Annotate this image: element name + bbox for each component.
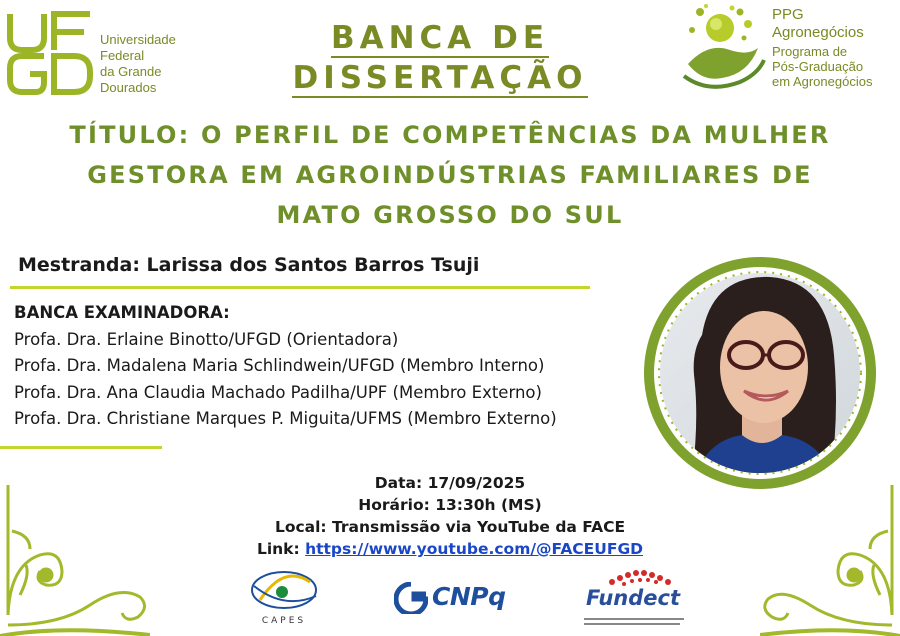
cnpq-mark-icon <box>394 582 428 614</box>
ufgd-logo <box>6 10 196 100</box>
ufgd-mark-icon <box>6 10 96 96</box>
banca-examinadora <box>14 300 557 433</box>
banca-member: Profa. Dra. Ana Claudia Machado Padilha/UPF (Membro Externo) <box>14 382 542 402</box>
link-label: Link: <box>256 540 306 558</box>
header-line-1: BANCA DE <box>330 20 549 56</box>
capes-mark-icon <box>244 560 324 616</box>
fundect-dots-icon <box>602 568 682 588</box>
ufgd-name-line: Dourados <box>100 80 157 95</box>
ppg-sub-line: Programa de <box>772 44 848 59</box>
ppg-title-line: PPG <box>772 6 804 23</box>
banca-member: Profa. Dra. Erlaine Binotto/UFGD (Orientadora) <box>14 329 399 349</box>
mestranda: Mestranda: Larissa dos Santos Barros Tsuji <box>18 254 480 276</box>
fundect-logo <box>582 568 692 632</box>
ufgd-name-line: Universidade <box>100 32 176 47</box>
title-line: GESTORA EM AGROINDÚSTRIAS FAMILIARES DE <box>87 161 813 189</box>
divider <box>0 446 162 449</box>
banca-heading: BANCA EXAMINADORA: <box>14 303 230 322</box>
title-line: MATO GROSSO DO SUL <box>276 201 624 229</box>
ufgd-name-line: da Grande <box>100 64 162 79</box>
cnpq-label: CNPq <box>432 582 506 611</box>
ppg-text <box>772 6 872 89</box>
banca-member: Profa. Dra. Madalena Maria Schlindwein/UFGD (Membro Interno) <box>14 356 545 375</box>
event-location: Local: Transmissão via YouTube da FACE <box>274 518 626 536</box>
ufgd-name <box>100 32 176 96</box>
fundect-fine-print <box>584 616 690 626</box>
divider <box>10 286 590 289</box>
ppg-logo <box>678 2 900 94</box>
capes-label: CAPES <box>261 616 307 626</box>
thesis-title <box>30 115 870 235</box>
ufgd-name-line: Federal <box>100 48 145 63</box>
ornament-right-icon <box>760 475 900 636</box>
capes-logo <box>244 560 324 632</box>
title-line: TÍTULO: O PERFIL DE COMPETÊNCIAS DA MULHER <box>69 121 831 149</box>
candidate-photo <box>642 255 878 491</box>
ornament-left-icon <box>0 475 150 636</box>
youtube-link[interactable]: https://www.youtube.com/@FACEUFGD <box>305 540 644 558</box>
ppg-title-line: Agronegócios <box>772 24 864 41</box>
ppg-leaf-icon <box>678 2 770 94</box>
cnpq-logo <box>392 580 512 616</box>
banca-member: Profa. Dra. Christiane Marques P. Miguita/UFMS (Membro Externo) <box>14 409 557 428</box>
event-time: Horário: 13:30h (MS) <box>358 496 542 514</box>
event-info <box>150 472 750 560</box>
event-date: Data: 17/09/2025 <box>374 474 526 492</box>
event-link-line <box>150 538 750 560</box>
ppg-sub-line: em Agronegócios <box>772 74 873 89</box>
ppg-sub-line: Pós-Graduação <box>772 59 864 74</box>
fundect-label: Fundect <box>586 586 680 610</box>
header <box>220 18 660 98</box>
header-line-2: DISSERTAÇÃO <box>292 60 588 96</box>
